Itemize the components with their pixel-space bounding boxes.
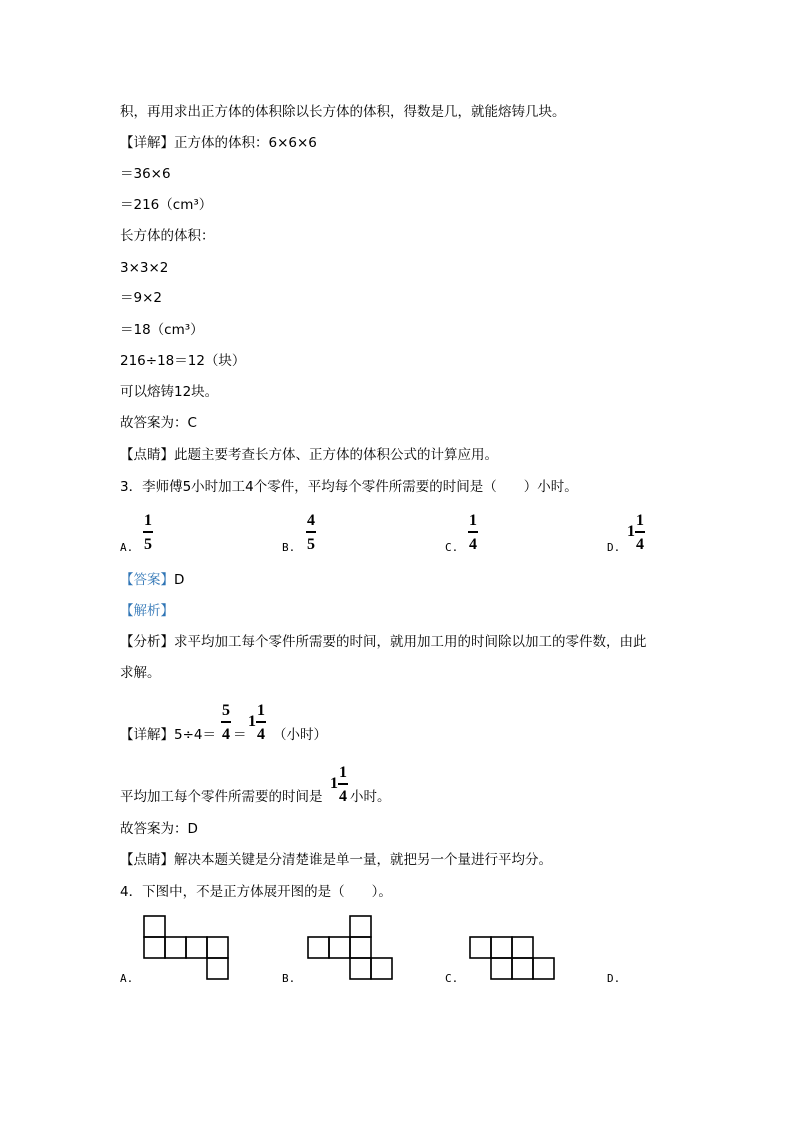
net-c xyxy=(470,937,554,979)
q3-detail-unit: （小时） xyxy=(273,727,327,743)
q2-final-answer: 故答案为：C xyxy=(120,415,197,431)
q3-option-d-label: D. xyxy=(607,541,621,554)
q3-conclusion: 平均加工每个零件所需要的时间是 xyxy=(120,789,323,805)
q3-option-c-fraction: 1 4 xyxy=(469,512,477,553)
q2-detail-line: 长方体的体积： xyxy=(120,228,215,244)
q3-option-b-label: B. xyxy=(282,541,296,554)
q4-option-b-label: B. xyxy=(282,972,296,985)
q3-final-answer: 故答案为：D xyxy=(120,821,198,837)
q3-detail-equals: ＝ xyxy=(233,727,247,743)
q3-conclusion-mixed-number: 1 $\frac{1}{4}$ xyxy=(330,764,347,805)
detail-tag: 【详解】 xyxy=(120,135,174,151)
q3-detail: 【详解】5÷4＝ xyxy=(120,727,216,743)
q3-option-b-fraction: 4 5 xyxy=(307,512,315,553)
q3-fenxi: 【分析】求平均加工每个零件所需要的时间，就用加工用的时间除以加工的零件数，由此 xyxy=(120,634,647,650)
q3-option-c-label: C. xyxy=(445,541,459,554)
q4-question: 4．下图中，不是正方体展开图的是（ ）。 xyxy=(120,884,392,900)
q2-detail-line: 可以熔铸12块。 xyxy=(120,384,219,400)
q2-detail-line: 3×3×2 xyxy=(120,260,169,276)
net-b xyxy=(308,916,392,979)
q3-option-d-mixed-number: 1 $\frac{1}{4}$ xyxy=(627,512,644,553)
net-a xyxy=(144,916,228,979)
q2-detail-line: 216÷18＝12（块） xyxy=(120,353,246,369)
q3-analysis-heading: 【解析】 xyxy=(120,603,174,619)
q3-answer: 【答案】D xyxy=(120,572,185,588)
q2-note: 【点睛】此题主要考查长方体、正方体的体积公式的计算应用。 xyxy=(120,447,498,463)
q2-detail-line: ＝18（cm³） xyxy=(120,322,204,338)
q2-detail-line: ＝9×2 xyxy=(120,290,162,306)
q3-fenxi-line2: 求解。 xyxy=(120,665,161,681)
q3-question: 3．李师傅5小时加工4个零件，平均每个零件所需要的时间是（ ）小时。 xyxy=(120,479,578,495)
q3-detail-fraction: 5 4 xyxy=(222,702,230,743)
q3-conclusion-unit: 小时。 xyxy=(350,789,391,805)
q3-detail-mixed-number: 1 $\frac{1}{4}$ xyxy=(248,702,265,743)
q2-detail-line: ＝216（cm³） xyxy=(120,197,213,213)
q4-option-a-label: A. xyxy=(120,972,134,985)
q3-option-a-label: A. xyxy=(120,541,134,554)
q4-option-d-label: D. xyxy=(607,972,621,985)
q3-note: 【点睛】解决本题关键是分清楚谁是单一量，就把另一个量进行平均分。 xyxy=(120,852,552,868)
q2-intro-tail: 积，再用求出正方体的体积除以长方体的体积，得数是几，就能熔铸几块。 xyxy=(120,104,566,120)
q2-detail-line: ＝36×6 xyxy=(120,166,171,182)
q4-option-c-label: C. xyxy=(445,972,459,985)
q2-detail-line: 【详解】正方体的体积：6×6×6 xyxy=(120,135,317,151)
q3-option-a-fraction: 1 5 xyxy=(144,512,152,553)
